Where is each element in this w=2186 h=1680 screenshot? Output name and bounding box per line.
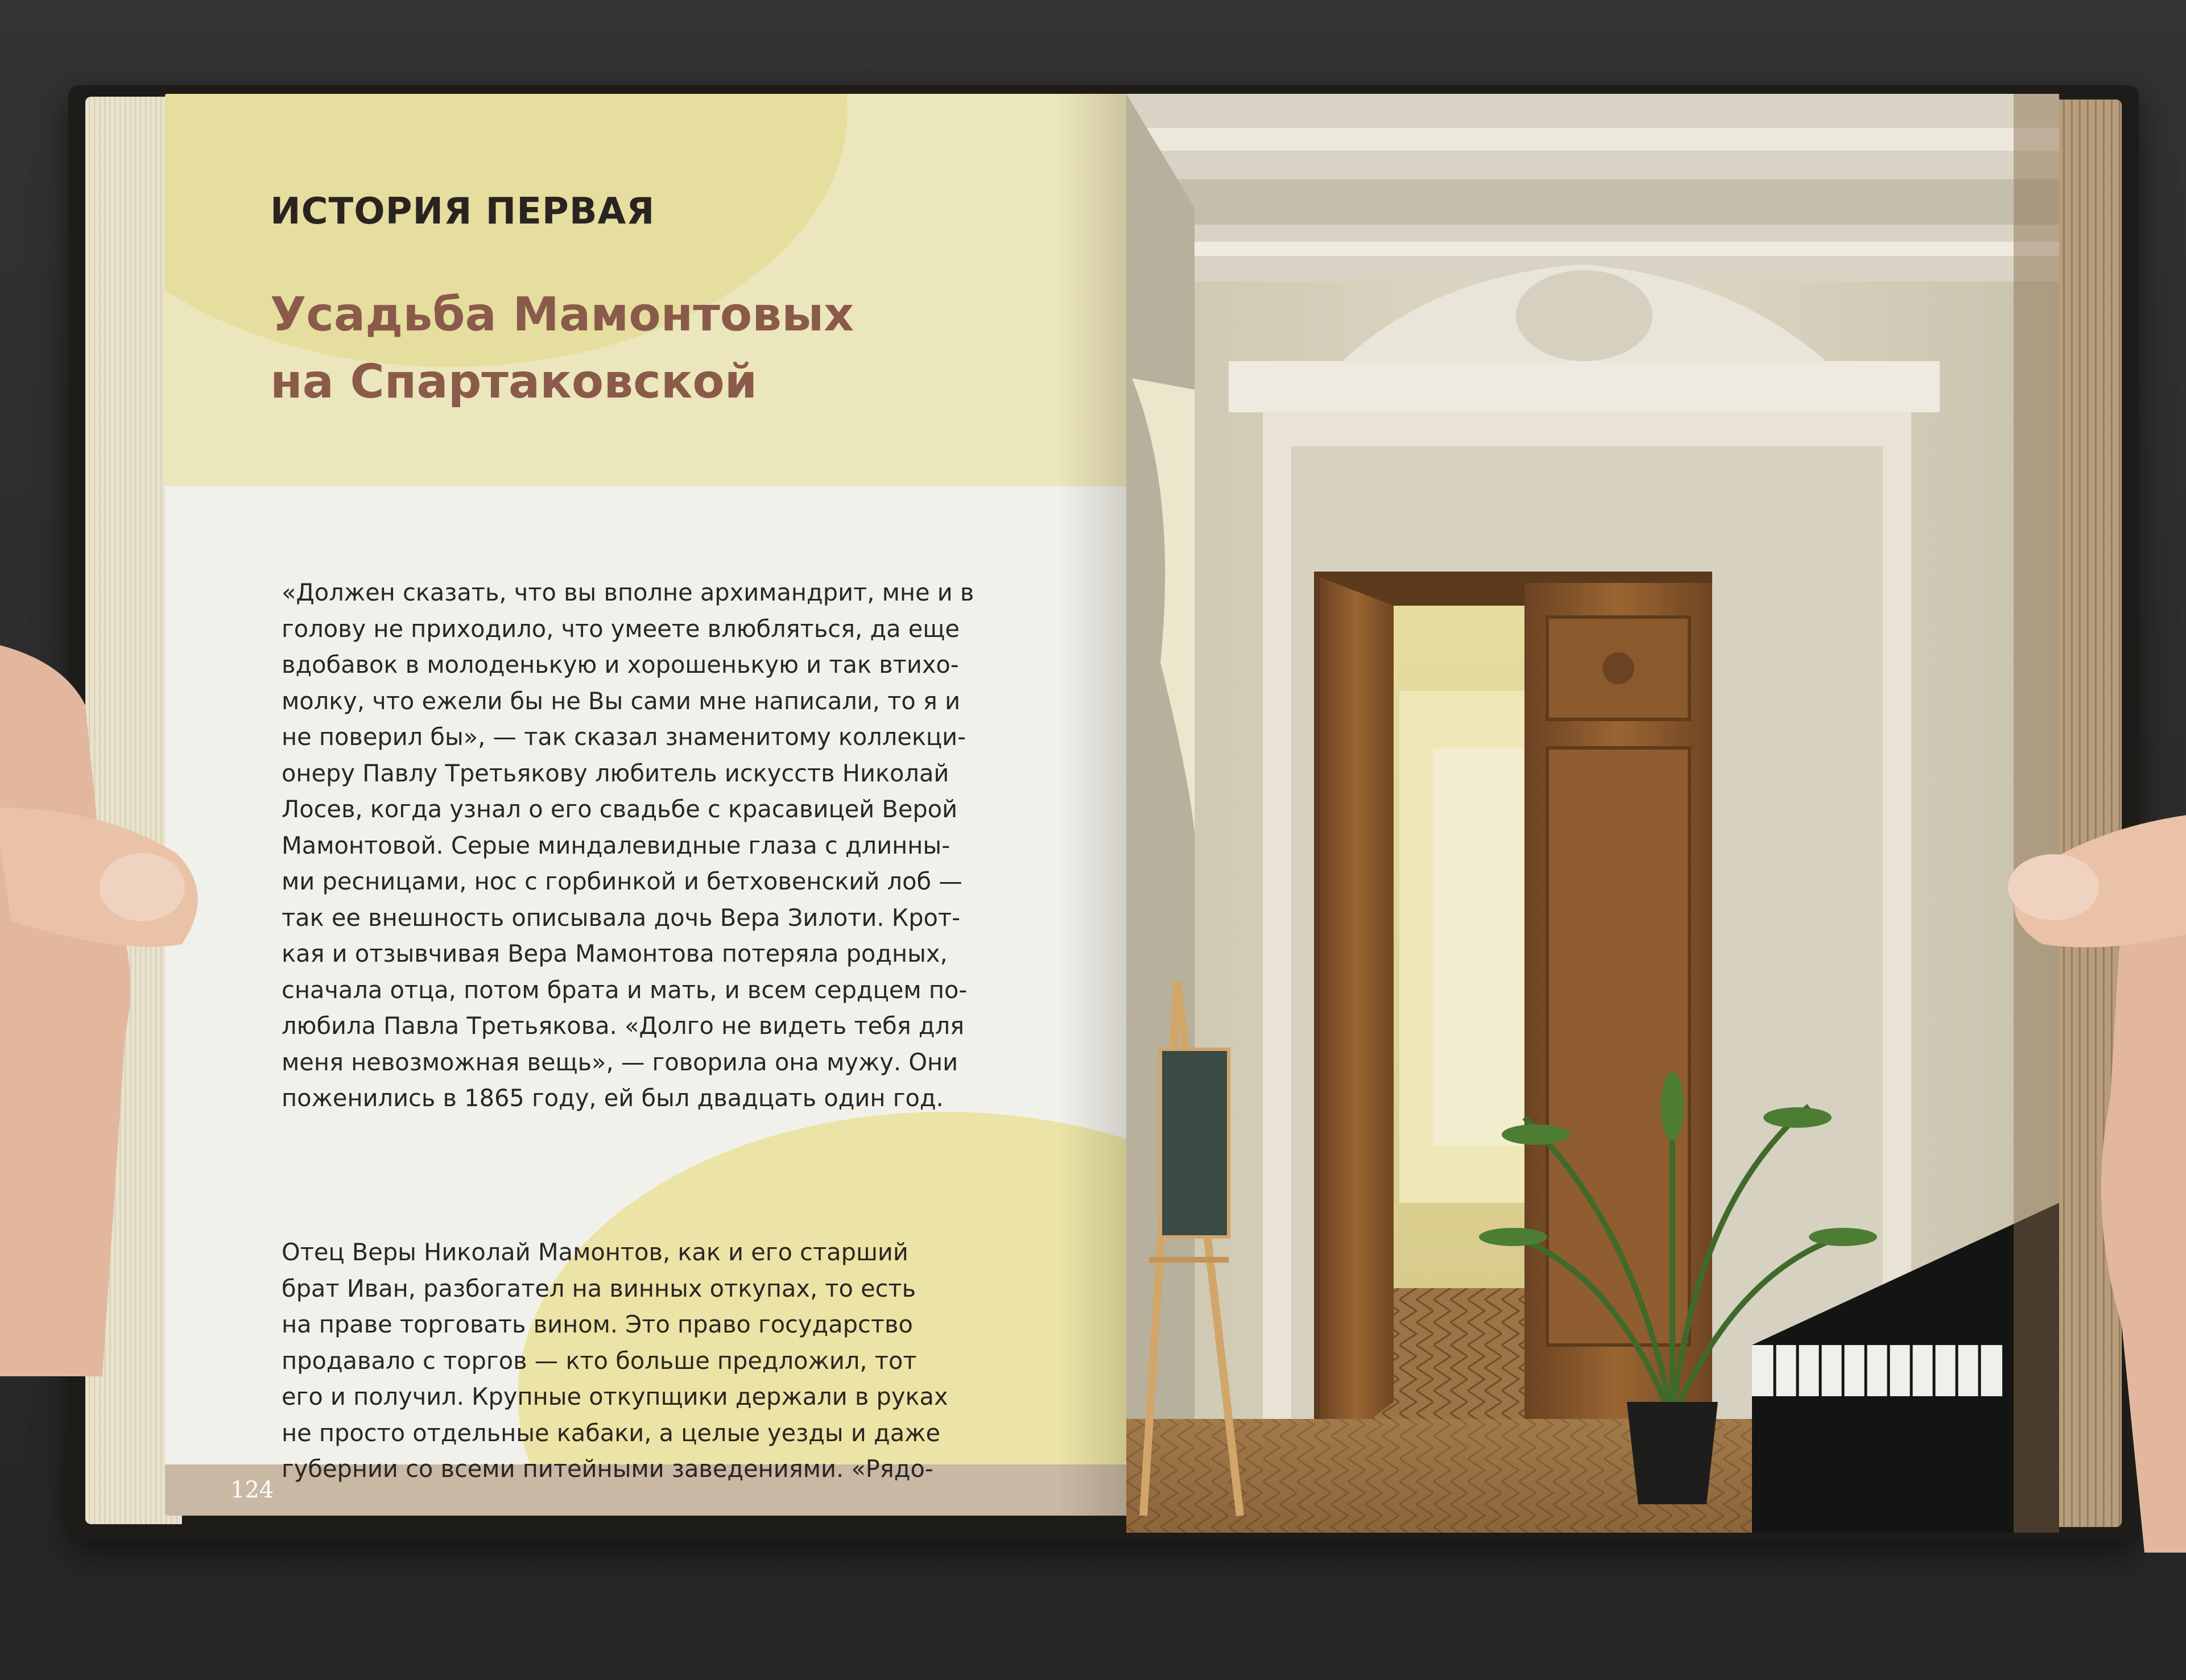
text-line: его и получил. Крупные откупщики держали в руках bbox=[282, 1383, 948, 1410]
text-line: брат Иван, разбогател на винных откупах, то есть bbox=[282, 1274, 916, 1302]
chapter-title bbox=[270, 282, 1010, 416]
text-line: любила Павла Третьякова. «Долго не видеть тебя для bbox=[282, 1012, 965, 1040]
text-line: онеру Павлу Третьякову любитель искусств Николай bbox=[282, 759, 949, 787]
text-line: на праве торговать вином. Это право государство bbox=[282, 1310, 913, 1338]
interior-doorway-photo bbox=[1126, 94, 2059, 1533]
paragraph-2 bbox=[282, 1234, 1089, 1487]
left-hand bbox=[0, 637, 250, 1376]
series-title: ИСТОРИЯ ПЕРВАЯ bbox=[270, 191, 655, 233]
right-hand bbox=[1974, 813, 2186, 1553]
text-line: вдобавок в молоденькую и хорошенькую и так втихо- bbox=[282, 651, 959, 678]
text-line: молку, что ежели бы не Вы сами мне написали, то я и bbox=[282, 686, 961, 715]
text-line: кая и отзывчивая Вера Мамонтова потеряла родных, bbox=[282, 940, 948, 967]
right-page bbox=[1126, 94, 2059, 1533]
text-line: так ее внешность описывала дочь Вера Зилоти. Крот- bbox=[282, 903, 961, 932]
text-line: не просто отдельные кабаки, а целые уезды и даже bbox=[282, 1418, 941, 1447]
text-line: ми ресницами, нос с горбинкой и бетховенский лоб — bbox=[282, 867, 962, 895]
text-line: меня невозможная вещь», — говорила она мужу. Они bbox=[282, 1048, 958, 1076]
text-line: поженились в 1865 году, ей был двадцать один год. bbox=[282, 1084, 944, 1112]
left-page bbox=[165, 94, 1126, 1516]
page-number: 124 bbox=[230, 1477, 274, 1503]
text-line: не поверил бы», — так сказал знаменитому коллекци- bbox=[282, 723, 966, 751]
text-line: продавало с торгов — кто больше предложил, тот bbox=[282, 1346, 917, 1375]
text-line: губернии со всеми питейными заведениями. «Рядо- bbox=[282, 1455, 933, 1483]
paragraph-1 bbox=[282, 574, 1089, 1116]
chapter-title-line: на Спартаковской bbox=[270, 355, 758, 409]
text-line: «Должен сказать, что вы вполне архимандрит, мне и в bbox=[282, 578, 974, 606]
text-line: Мамонтовой. Серые миндалевидные глаза с длинны- bbox=[282, 831, 951, 859]
text-line: сначала отца, потом брата и мать, и всем сердцем по- bbox=[282, 975, 968, 1004]
text-line: Отец Веры Николай Мамонтов, как и его старший bbox=[282, 1238, 908, 1266]
chapter-title-line: Усадьба Мамонтовых bbox=[270, 288, 854, 342]
text-line: Лосев, когда узнал о его свадьбе с красавицей Верой bbox=[282, 795, 958, 823]
text-line: голову не приходило, что умеете влюбляться, да еще bbox=[282, 614, 960, 643]
